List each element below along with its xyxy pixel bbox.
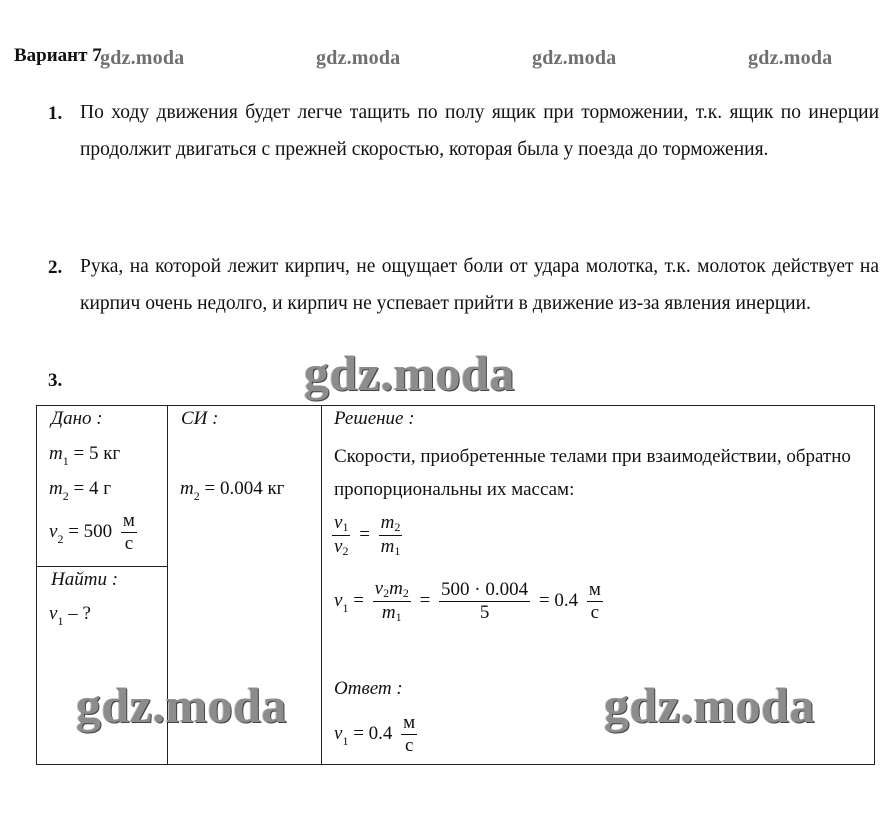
find-cell (37, 567, 168, 765)
answer-text: Рука, на которой лежит кирпич, не ощущает боли от удара молотка, т.к. молоток действует на кирпич очень недолго, и кирпич не успевает прийти в движение из-за явления инерции. (80, 256, 879, 314)
watermark: gdz.moda (532, 47, 617, 69)
watermark: gdz.moda (76, 677, 287, 733)
watermark: gdz.moda (100, 47, 185, 69)
answer-number: 2. (48, 257, 63, 278)
variant-title: Вариант 7 (14, 45, 102, 66)
given-v2: $v_2 = 500$ $\frac{м}{с}$ (49, 510, 135, 554)
given-cell (37, 406, 168, 567)
ratio-formula: $\frac{v1}{v2}$ = $\frac{m2}{m1}$ (334, 512, 401, 558)
si-m2: $m_2 = 0.004$ кг (180, 478, 285, 503)
solution-text: Скорости, приобретенные телами при взаимодействии, обратно пропорциональны их массам: (334, 446, 851, 500)
calc-formula: $v_1$ = $\frac{v2m2}{m1}$ = $\frac{500 \cdot 0.004}{5}$ = 0.4 $\frac{м}{с}$ (334, 578, 601, 624)
watermark: gdz.moda (304, 345, 515, 401)
given-m1: $m_1 = 5$ кг (49, 443, 121, 468)
find-v1: $v_1$ – ? (49, 603, 91, 628)
watermark: gdz.moda (604, 677, 815, 733)
find-title: Найти : (51, 569, 119, 590)
given-title: Дано : (51, 408, 103, 429)
answer-text: По ходу движения будет легче тащить по полу ящик при торможении, т.к. ящик по инерции продолжит двигаться с прежней скоростью, которая была у поезда до торможения. (80, 102, 879, 160)
watermark: gdz.moda (748, 47, 833, 69)
answer-title: Ответ : (334, 678, 403, 699)
watermark: gdz.moda (316, 47, 401, 69)
answer-formula: $v_1 = 0.4$ $\frac{м}{с}$ (334, 712, 416, 756)
si-title: СИ : (181, 408, 219, 429)
given-m2: $m_2 = 4$ г (49, 478, 111, 503)
answer-number: 1. (48, 103, 63, 124)
answer-number: 3. (48, 370, 63, 391)
solution-title: Решение : (334, 408, 415, 429)
